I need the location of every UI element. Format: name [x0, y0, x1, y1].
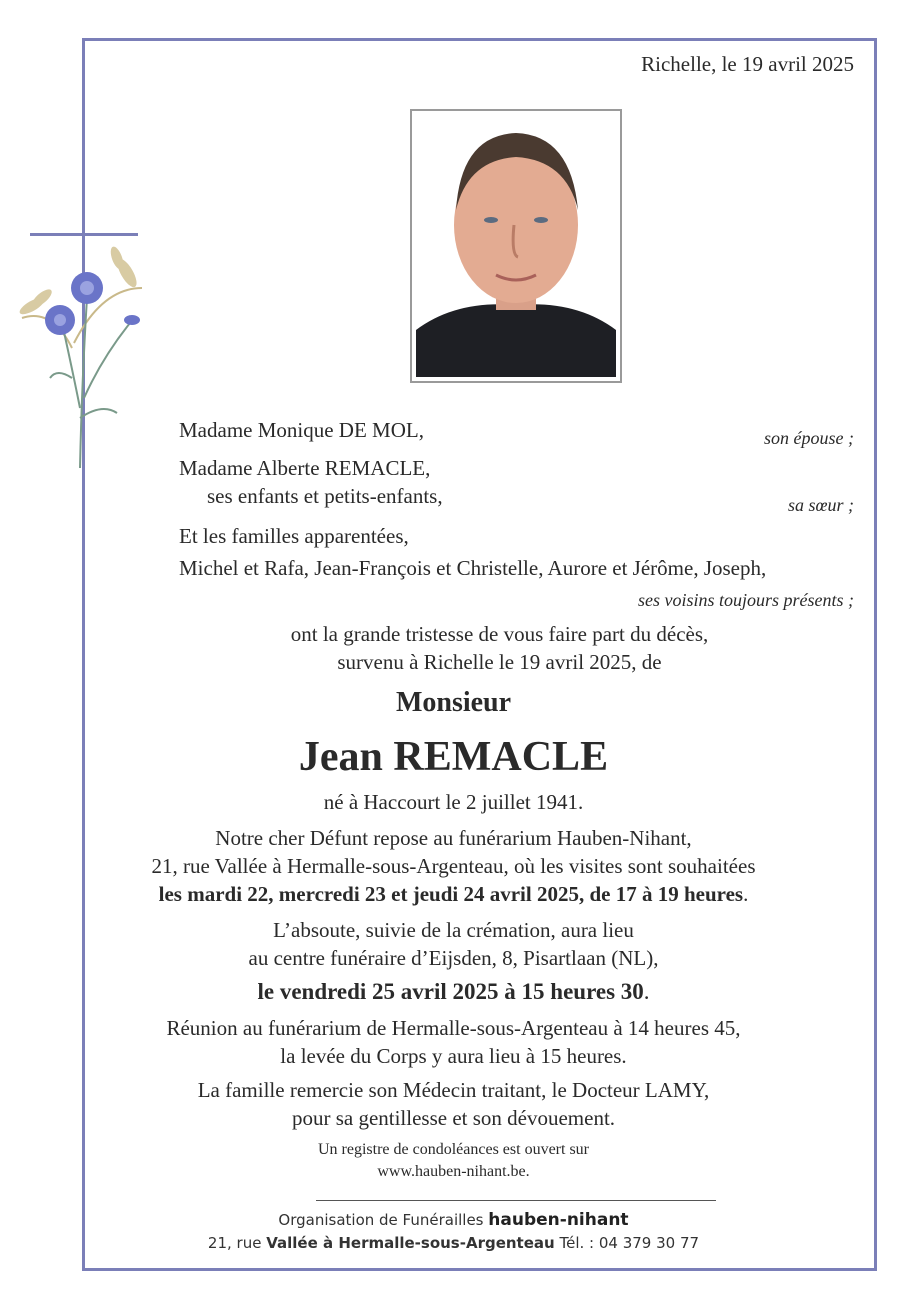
footer-address: 21, rue Vallée à Hermalle-sous-Argenteau Tél. : 04 379 30 77 [207, 1234, 700, 1252]
footer-phone: Tél. : 04 379 30 77 [559, 1234, 700, 1252]
rest-line-1: Notre cher Défunt repose au funérarium Hauben-Nihant, [215, 826, 692, 850]
family-line-4: Et les familles apparentées, [179, 524, 409, 548]
deceased-name: Jean REMACLE [298, 734, 609, 780]
announce-line-1: ont la grande tristesse de vous faire part du décès, [290, 622, 709, 646]
brand-logo: hauben-nihant [488, 1210, 629, 1230]
family-line-1: Madame Monique DE MOL, [179, 418, 424, 442]
rest-line-2: 21, rue Vallée à Hermalle-sous-Argenteau, où les visites sont souhaitées [151, 854, 756, 878]
deceased-title: Monsieur [395, 687, 512, 718]
portrait-photo [410, 109, 622, 383]
cornflower-wheat-illustration [12, 228, 152, 478]
footer-divider [316, 1200, 716, 1201]
family-role-2: sa sœur ; [787, 495, 854, 515]
meeting-line-1: Réunion au funérarium de Hermalle-sous-Argenteau à 14 heures 45, [166, 1016, 741, 1040]
ceremony-line-3: le vendredi 25 avril 2025 à 15 heures 30. [257, 979, 650, 1004]
family-line-5: Michel et Rafa, Jean-François et Christelle, Aurore et Jérôme, Joseph, [179, 556, 767, 580]
family-line-3: ses enfants et petits-enfants, [207, 484, 443, 508]
register-line-1: Un registre de condoléances est ouvert sur [317, 1141, 589, 1158]
meeting-line-2: la levée du Corps y aura lieu à 15 heures. [280, 1044, 627, 1068]
visiting-hours: les mardi 22, mercredi 23 et jeudi 24 avril 2025, de 17 à 19 heures [158, 882, 744, 906]
register-link[interactable]: www.hauben-nihant.be. [377, 1163, 530, 1180]
rest-line-3: les mardi 22, mercredi 23 et jeudi 24 avril 2025, de 17 à 19 heures. [158, 882, 749, 906]
thanks-line-1: La famille remercie son Médecin traitant, le Docteur LAMY, [197, 1078, 710, 1102]
ceremony-line-2: au centre funéraire d’Eijsden, 8, Pisartlaan (NL), [248, 946, 659, 970]
family-line-2: Madame Alberte REMACLE, [179, 456, 431, 480]
family-role-3: ses voisins toujours présents ; [638, 590, 854, 610]
thanks-line-2: pour sa gentillesse et son dévouement. [291, 1106, 616, 1130]
ceremony-line-1: L’absoute, suivie de la crémation, aura lieu [273, 918, 634, 942]
date-line: Richelle, le 19 avril 2025 [641, 52, 854, 76]
family-role-1: son épouse ; [764, 428, 854, 448]
announce-line-2: survenu à Richelle le 19 avril 2025, de [337, 650, 662, 674]
ceremony-datetime: le vendredi 25 avril 2025 à 15 heures 30 [257, 979, 644, 1004]
footer-org: Organisation de Funérailles hauben-nihant [278, 1210, 629, 1230]
deceased-birth: né à Haccourt le 2 juillet 1941. [323, 790, 584, 814]
